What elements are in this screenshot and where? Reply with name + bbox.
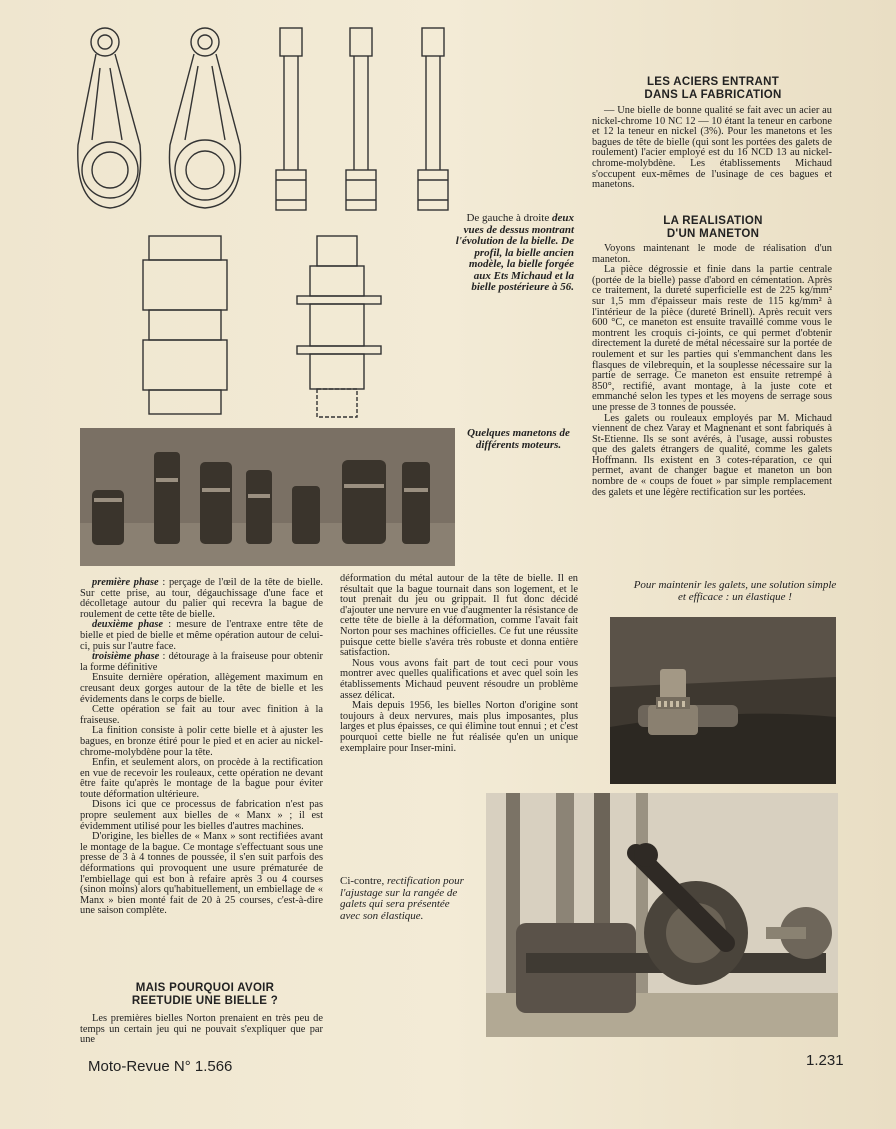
connecting-rod-drawings — [70, 20, 460, 220]
drawings-caption: De gauche à droite deux vues de dessus montrant l'évolution de la bielle. De profil, la bielle ancien modèle, la bielle forgée aux Ets Michaud et la bielle postérieure à 56. — [455, 212, 574, 293]
crankpin-drawing-2 — [297, 236, 381, 417]
column-1-paragraph: La finition consiste à polir cette bielle et à ajuster les bagues, en bronze étiré pour le pied et en acier au nickel-chrome-molybdène pour la tête. — [80, 725, 323, 758]
rod-profile-2 — [346, 28, 376, 210]
aciers-body: — Une bielle de bonne qualité se fait avec un acier au nickel-chrome 10 NC 12 — 10 étant la teneur en carbone et 12 la teneur en nickel (3%). Pour les manetons et les bagues de tête de bielle (qui sont les portées des galets de roulement) l'acier employé est du 16 NCD 13 au nickel-chrome-molybdène. Les établissements Michaud s'occupent eux-mêmes de l'usinage de ces bagues et manetons. — [592, 105, 832, 191]
realisation-body — [592, 244, 832, 498]
column-2-paragraph: Mais depuis 1956, les bielles Norton d'origine sont toujours à deux nervures, mais plus imposantes, plus larges et plus épaisses, ce qui élimine tout ennui ; et c'est pourquoi cette bielle ne fut réalisée qu'en un unique exemplaire pour Inser-mini. — [340, 700, 578, 754]
galets-caption: Pour maintenir les galets, une solution simple et efficace : un élastique ! — [633, 579, 837, 603]
realisation-paragraph: La pièce dégrossie et finie dans la partie centrale (portée de la bielle) passe d'abord en cémentation. Après ce traitement, la dureté superficielle est de 225 kg/mm² sur 1,5 mm d'épaisseur mais reste de 115 kg/mm² à l'intérieur de la pièce (dureté Brinell). Après recuit vers 600 °C, ce maneton est ensuite travaillé comme vous le montrent les croquis ci-joints, ce qui permet d'obtenir directement la dureté de métal nécessaire sur la portée de roulement et sur les parties qui s'emmanchent dans les flasques de vilebrequin, et la souplesse nécessaire sur la partie de serrage. Ce maneton est ensuite retrempé à 850°, rectifié, avant montage, à la juste cote et emmanché selon les types et les moyens de serrage sous une presse de 3 tonnes de poussée. — [592, 264, 832, 413]
realisation-heading: LA REALISATION D'UN MANETON — [663, 215, 763, 240]
realisation-paragraph: Les galets ou rouleaux employés par M. Michaud viennent de chez Varay et Magnenant et sont fabriqués à St-Etienne. Ils se sont avérés, à l'usage, aussi robustes que des galets étrangers de qualité, comme les galets Hoffmann. Ils existent en 3 cotes-réparation, ce qui permet, avant de changer bague et maneton un bon nombre de « coups de fouet » par simple remplacement des galets et une légère rectification sur les portées. — [592, 412, 832, 498]
column-1-paragraph: Disons ici que ce processus de fabrication n'est pas propre seulement aux bielles de « Manx » ; il est évidemment utilisé pour les bielles d'autres machines. — [80, 799, 323, 832]
crankpin-drawing-1 — [143, 236, 227, 414]
column-1-body: première phase : perçage de l'œil de la tête de bielle. Sur cette prise, au tour, dégauchissage d'une face et décolletage autour du palier qui recevra la bague de roulement de cette tête de bielle. deuxième phase : mesure de l'entraxe entre tête de bielle et pied de bielle et même opération autour de celui-ci, puis sur l'autre face. troisième phase : détourage à la fraiseuse pour obtenir la forme définitive Ensuite dernière opération, allègement maximum en creusant deux gorges autour de la tête de bielle et les évidements dans le corps de bielle. Cette opération se fait au tour avec finition à la fraiseuse. La finition consiste à polir cette bielle et à ajuster les bagues, en bronze étiré pour le pied et en acier au nickel-chrome-molybdène pour la tête. Enfin, et seulement alors, on procède à la rectification en vue de recevoir les rouleaux, cette opération ne devant être faite qu'après le montage de la bague pour éviter toute déformation ultérieure. Disons ici que ce processus de fabrication n'est pas propre seulement aux bielles de « Manx » ; il est évidemment utilisé pour les bielles d'autres machines. D'origine, les bielles de « Manx » sont rectifiées avant le montage de la bague. Ce montage s'effectuant sous une presse de 3 à 4 tonnes de poussée, il s'en suit parfois des déformations qui provoquent une usure prématurée de l'embiellage qui est bon à refaire après 3 ou 4 courses (sinon moins) alors qu'habituellement, un embiellage de « Manx » bien monté fait de 20 à 25 courses, c'est-à-dire une saison complète. — [80, 577, 324, 917]
rectification-photo — [486, 793, 838, 1037]
realisation-paragraph: Voyons maintenant le mode de réalisation d'un maneton. — [592, 243, 832, 265]
reetudie-heading: MAIS POURQUOI AVOIR REETUDIE UNE BIELLE ? — [131, 982, 279, 1007]
rod-profile-1 — [276, 28, 306, 210]
column-1-paragraph: Ensuite dernière opération, allègement maximum en creusant deux gorges autour de la tête de bielle et les évidements dans le corps de bielle. — [80, 672, 323, 705]
rod-top-view-2 — [169, 28, 240, 208]
column-1-paragraph: Cette opération se fait au tour avec finition à la fraiseuse. — [80, 704, 323, 726]
rod-profile-3 — [418, 28, 448, 210]
manetons-caption: Quelques manetons de différents moteurs. — [467, 427, 570, 451]
rod-top-view-1 — [78, 28, 141, 208]
column-1-paragraph: D'origine, les bielles de « Manx » sont rectifiées avant le montage de la bague. Ce montage s'effectuant sous une presse de 3 à 4 tonnes de poussée, il s'en suit parfois des déformations qui provoquent une usure prématurée de l'embiellage qui est bon à refaire après 3 ou 4 courses (sinon moins) alors qu'habituellement, un embiellage de « Manx » bien monté fait de 20 à 25 courses, c'est-à-dire une saison complète. — [80, 831, 323, 917]
column-1-last: Les premières bielles Norton prenaient en très peu de temps un certain jeu qui ne pouvait s'expliquer que par une — [80, 1013, 323, 1046]
galets-photo — [610, 617, 836, 784]
crankpins-photo — [80, 428, 455, 566]
rectification-caption: Ci-contre, rectification pour l'ajustage sur la rangée de galets qui sera présentée avec son élastique. — [340, 875, 464, 922]
column-2-body — [340, 574, 578, 754]
aciers-heading: LES ACIERS ENTRANT DANS LA FABRICATION — [644, 76, 782, 101]
footer-page-number: 1.231 — [806, 1052, 844, 1069]
column-2-paragraph: Nous vous avons fait part de tout ceci pour vous montrer avec quelles qualifications et avec quel soin les établissements Michaud peuvent résoudre un problème assez délicat. — [340, 657, 578, 701]
footer-issue: Moto-Revue N° 1.566 — [88, 1058, 233, 1075]
column-2-paragraph: déformation du métal autour de la tête de bielle. Il en résultait que la bague tournait dans son logement, et le tout prenait du jeu ou grippait. Il fut donc décidé d'ajouter une nervure en vue d'augmenter la résistance de cette tête de bielle à la déformation, comme l'avait fait Norton pour ses machines officielles. Ce fut une réussite puisque cette bielle s'avéra très robuste et donna entière satisfaction. — [340, 573, 578, 659]
column-1-paragraph: Enfin, et seulement alors, on procède à la rectification en vue de recevoir les rouleaux, cette opération ne devant être faite qu'après le montage de la bague pour éviter toute déformation ultérieure. — [80, 757, 323, 800]
crankpin-drawings — [135, 228, 385, 423]
